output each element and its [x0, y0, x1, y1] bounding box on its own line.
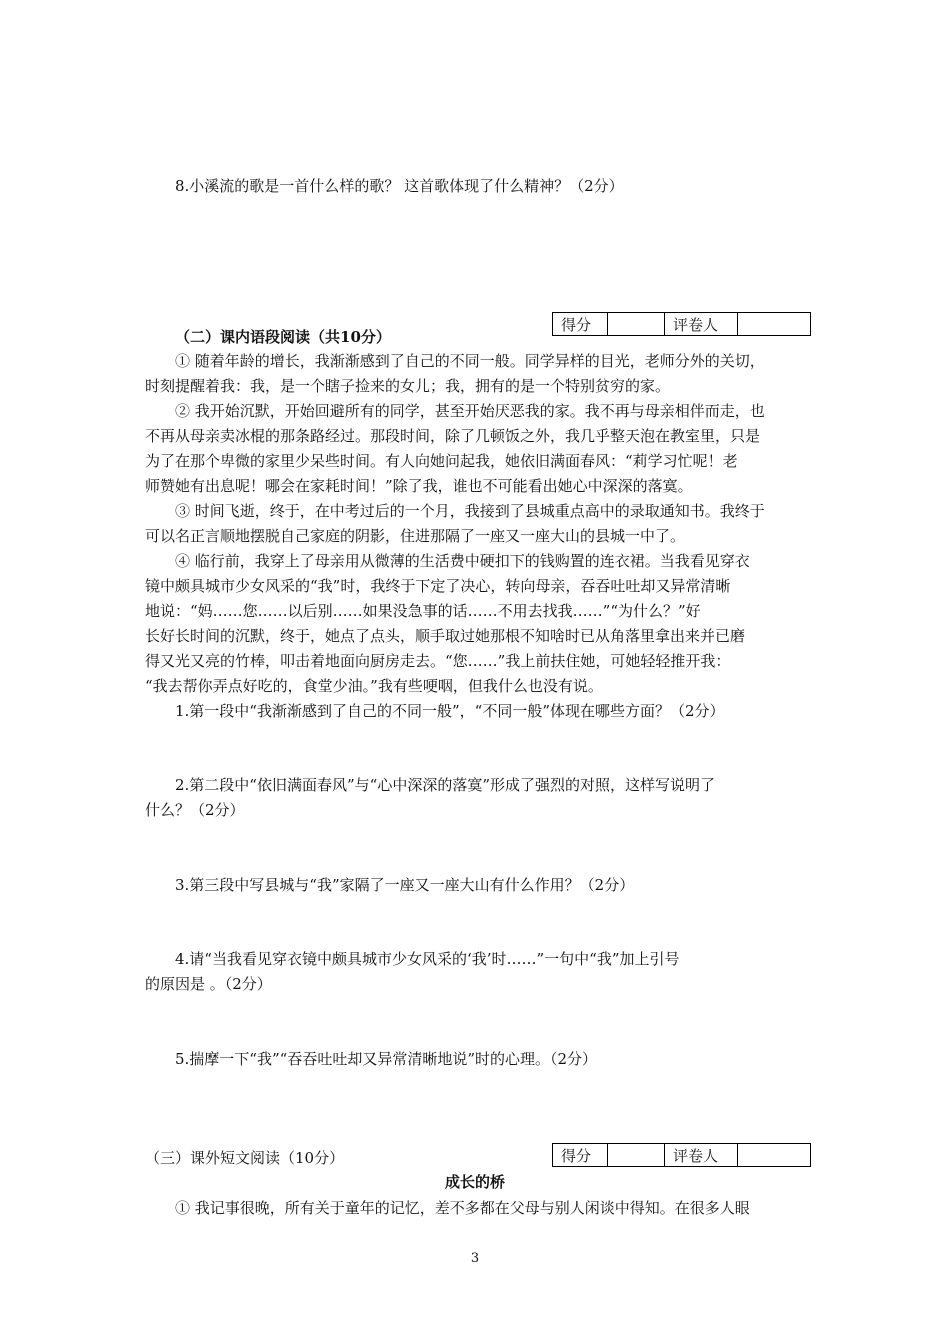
- passage-line: ① 随着年龄的增长，我渐渐感到了自己的不同一般。同学异样的目光，老师分外的关切，: [175, 352, 765, 370]
- score-cell[interactable]: [608, 1144, 665, 1167]
- grader-cell[interactable]: [738, 1144, 811, 1167]
- passage-line: ④ 临行前，我穿上了母亲用从微薄的生活费中硬扣下的钱购置的连衣裙。当我看见穿衣: [175, 552, 750, 570]
- article-line: ① 我记事很晚，所有关于童年的记忆，差不多都在父母与别人闲谈中得知。在很多人眼: [175, 1199, 750, 1217]
- question-8: 8.小溪流的歌是一首什么样的歌？ 这首歌体现了什么精神？（2分）: [175, 177, 624, 195]
- score-table-section3: [552, 1143, 811, 1167]
- question-5: 5.揣摩一下“我”“吞吞吐吐却又异常清晰地说”时的心理。（2分）: [175, 1050, 598, 1068]
- question-4-cont: 的原因是 。（2分）: [145, 975, 272, 993]
- question-1: 1.第一段中“我渐渐感到了自己的不同一般”，“不同一般”体现在哪些方面？（2分）: [175, 702, 725, 720]
- passage-line: 不再从母亲卖冰棍的那条路经过。那段时间，除了几顿饭之外，我几乎整天泡在教室里，只是: [145, 427, 761, 445]
- passage-line: 时刻提醒着我：我，是一个瞎子捡来的女儿；我，拥有的是一个特别贫穷的家。: [145, 377, 671, 395]
- passage-line: 为了在那个卑微的家里少呆些时间。有人向她问起我，她依旧满面春风：“莉学习忙呢！老: [145, 452, 738, 470]
- page-number: 3: [470, 1251, 480, 1266]
- grader-label: 评卷人: [665, 1144, 738, 1167]
- passage-line: 镜中颇具城市少女风采的“我”时，我终于下定了决心，转向母亲，吞吞吐吐却又异常清晰: [145, 577, 731, 595]
- score-label: 得分: [553, 1144, 608, 1167]
- section2-title: （二）课内语段阅读（共10分）: [175, 328, 391, 346]
- score-cell[interactable]: [608, 313, 665, 336]
- grader-cell[interactable]: [738, 313, 811, 336]
- question-2-cont: 什么？（2分）: [145, 801, 245, 819]
- section3-title: （三）课外短文阅读（10分）: [145, 1149, 345, 1167]
- question-3: 3.第三段中写县城与“我”家隔了一座又一座大山有什么作用？（2分）: [175, 876, 635, 894]
- grader-label: 评卷人: [665, 313, 738, 336]
- passage-line: 师赞她有出息呢！哪会在家耗时间！”除了我，谁也不可能看出她心中深深的落寞。: [145, 477, 693, 495]
- question-4: 4.请“当我看见穿衣镜中颇具城市少女风采的‘我’时……”一句中“我”加上引号: [175, 950, 680, 968]
- passage-line: 地说：“妈……您……以后别……如果没急事的话……不用去找我……”“为什么？”好: [145, 602, 701, 620]
- score-table-section2: [552, 312, 811, 336]
- passage-line: ③ 时间飞逝，终于，在中考过后的一个月，我接到了县城重点高中的录取通知书。我终于: [175, 502, 765, 520]
- passage-line: ② 我开始沉默，开始回避所有的同学，甚至开始厌恶我的家。我不再与母亲相伴而走，也: [175, 402, 765, 420]
- passage-line: 长好长时间的沉默，终于，她点了点头，顺手取过她那根不知啥时已从角落里拿出来并已磨: [145, 627, 746, 645]
- passage-line: “我去帮你弄点好吃的，食堂少油。”我有些哽咽，但我什么也没有说。: [145, 677, 603, 695]
- question-2: 2.第二段中“依旧满面春风”与“心中深深的落寞”形成了强烈的对照，这样写说明了: [175, 776, 715, 794]
- passage-line: 可以名正言顺地摆脱自己家庭的阴影，住进那隔了一座又一座大山的县城一中了。: [145, 527, 686, 545]
- score-label: 得分: [553, 313, 608, 336]
- article-title: 成长的桥: [444, 1173, 505, 1191]
- passage-line: 得又光又亮的竹棒，叩击着地面向厨房走去。“您……”我上前扶住她，可她轻轻推开我：: [145, 652, 731, 670]
